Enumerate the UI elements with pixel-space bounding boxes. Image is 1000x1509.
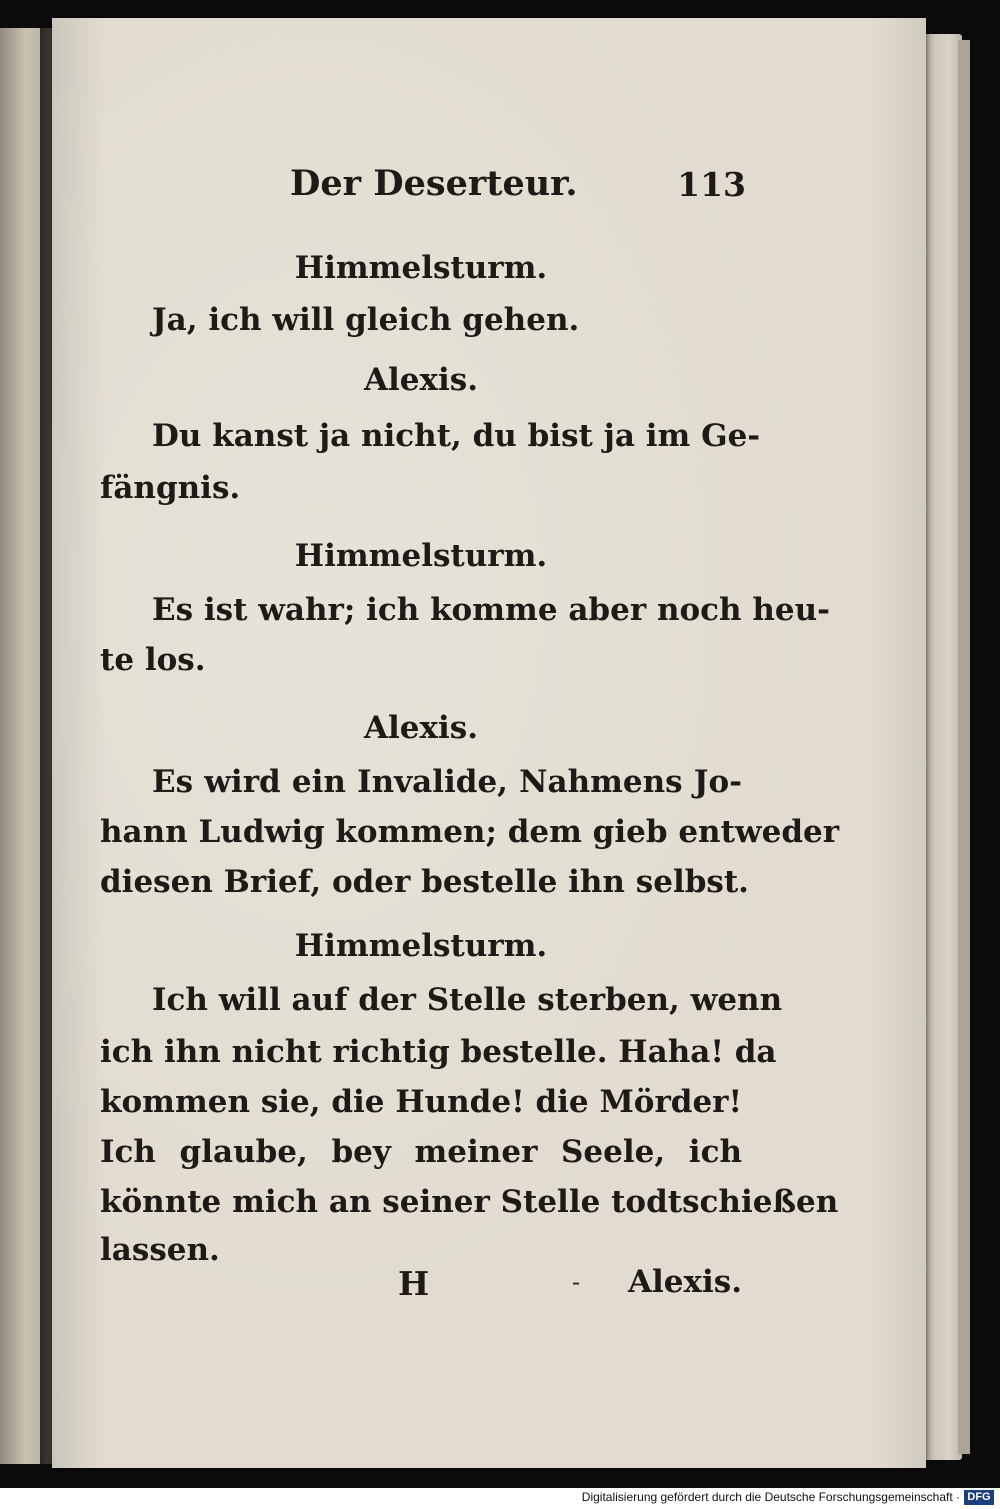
speaker-name: Alexis.: [363, 710, 479, 746]
text-line: könnte mich an seiner Stelle todtschießen: [100, 1184, 839, 1220]
text-line: hann Ludwig kommen; dem gieb entweder: [100, 814, 840, 850]
text-line: ich ihn nicht richtig bestelle. Haha! da: [100, 1034, 777, 1070]
dfg-logo: DFG: [964, 1490, 994, 1505]
text-line: Du kanst ja nicht, du bist ja im Ge-: [152, 418, 761, 454]
text-line: Es ist wahr; ich komme aber noch heu-: [152, 592, 831, 628]
text-line: Ich will auf der Stelle sterben, wenn: [152, 982, 783, 1018]
text-line: kommen sie, die Hunde! die Mörder!: [100, 1084, 743, 1120]
running-title: Der Deserteur.: [290, 163, 578, 204]
page-number: 113: [677, 165, 746, 204]
speaker-name: Himmelsturm.: [294, 538, 548, 574]
text-line: lassen.: [100, 1232, 220, 1268]
speaker-name: Himmelsturm.: [294, 250, 548, 286]
footer-dash: -: [572, 1268, 581, 1296]
page-stack-edge-outer: [958, 40, 970, 1454]
catchword: Alexis.: [627, 1264, 742, 1300]
funding-notice: Digitalisierung gefördert durch die Deutsche Forschungsgemeinschaft ·: [581, 1490, 960, 1504]
text-line: Es wird ein Invalide, Nahmens Jo-: [152, 764, 742, 800]
text-line: diesen Brief, oder bestelle ihn selbst.: [100, 864, 749, 900]
text-line: Ich glaube, bey meiner Seele, ich: [100, 1134, 742, 1170]
speaker-name: Alexis.: [363, 362, 479, 398]
text-line: Ja, ich will gleich gehen.: [152, 302, 580, 338]
text-line: te los.: [100, 642, 206, 678]
speaker-name: Himmelsturm.: [294, 928, 548, 964]
text-line: fängnis.: [100, 470, 241, 506]
running-header: [290, 163, 746, 213]
signature-mark: H: [398, 1264, 430, 1303]
